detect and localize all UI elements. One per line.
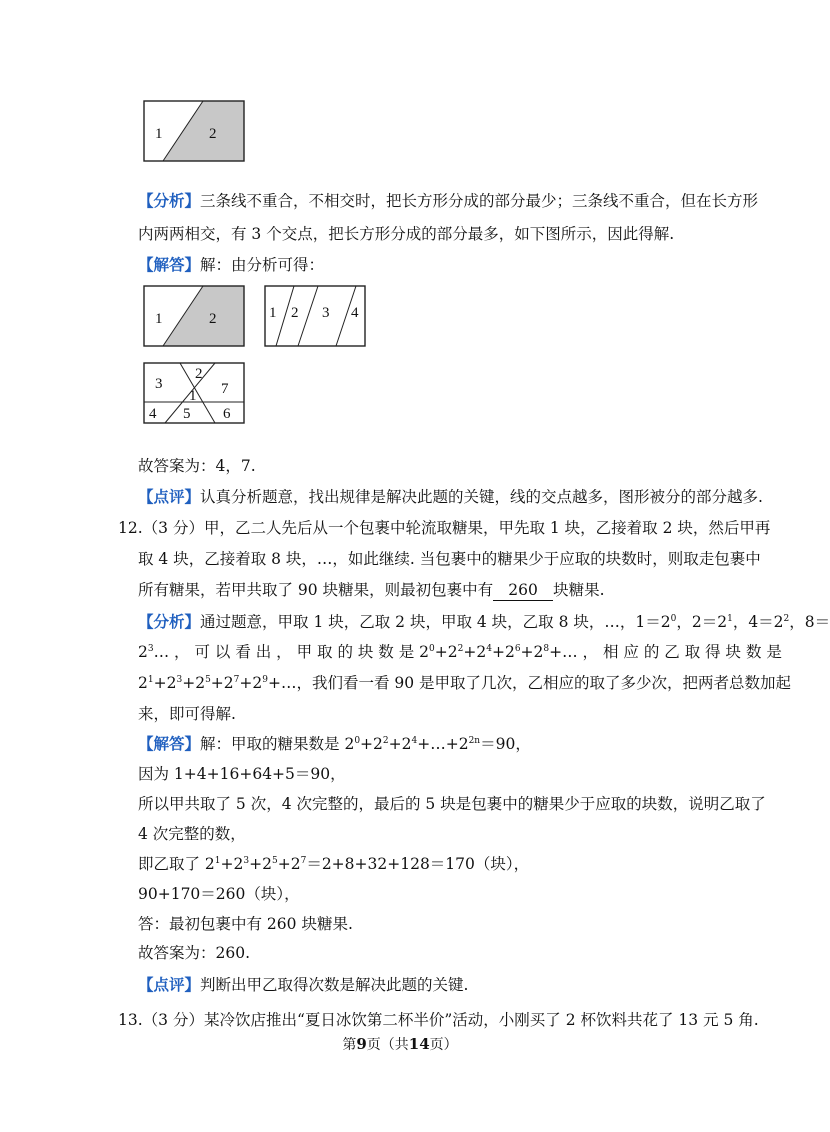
q12-solution-line-5: 即乙取了 $2^1+2^3+2^5+2^7=2+8+32+128=170$（块）， bbox=[138, 855, 530, 873]
svg-text:7: 7 bbox=[221, 381, 229, 397]
figure-seven-parts bbox=[143, 362, 245, 424]
svg-text:5: 5 bbox=[183, 406, 191, 422]
fig-label-2: 2 bbox=[209, 126, 217, 142]
svg-text:6: 6 bbox=[223, 406, 231, 422]
q11-answer: 故答案为：4，7. bbox=[138, 457, 256, 475]
q12-analysis-line-4: 来，即可得解. bbox=[138, 705, 236, 723]
comment-tag: 【点评】 bbox=[138, 487, 201, 506]
figure-two-parts-top bbox=[143, 100, 245, 162]
q12-solution-line-6: 90+170＝260（块）， bbox=[138, 885, 300, 903]
q12-comment: 【点评】判断出甲乙取得次数是解决此题的关键. bbox=[138, 975, 469, 994]
analysis-tag: 【分析】 bbox=[138, 191, 201, 210]
q11-analysis-line-1: 【分析】三条线不重合，不相交时，把长方形分成的部分最少；三条线不重合，但在长方形 bbox=[138, 191, 759, 210]
q12-stem-line-1: 12.（3 分）甲，乙二人先后从一个包裹中轮流取糖果，甲先取 1 块，乙接着取 2 块，然后甲再 bbox=[118, 519, 771, 537]
q11-solution-line-1: 【解答】解：由分析可得： bbox=[138, 255, 325, 274]
q11-analysis-line-2: 内两两相交，有 3 个交点，把长方形分成的部分最多，如下图所示，因此得解. bbox=[138, 225, 675, 243]
svg-text:3: 3 bbox=[155, 376, 163, 392]
solution-tag: 【解答】 bbox=[138, 255, 201, 274]
q12-solution-line-7: 答：最初包裹中有 260 块糖果. bbox=[138, 915, 353, 933]
q12-answer: 故答案为：260. bbox=[138, 944, 251, 962]
svg-text:1: 1 bbox=[269, 305, 277, 321]
figure-four-parts bbox=[264, 285, 366, 347]
page-footer: 第9页（共14页） bbox=[342, 1035, 458, 1053]
q12-analysis-line-2: $2^3\dots$ ， 可 以 看 出 ， 甲 取 的 块 数 是 $2^0+2^2+2^4+2^6+2^8+\dots$ ， 相 应 的 乙 取 得 块 数 是 bbox=[138, 643, 782, 661]
page-number: 9 bbox=[356, 1035, 367, 1053]
figure-two-parts bbox=[143, 285, 245, 347]
svg-text:1: 1 bbox=[155, 311, 163, 327]
q12-stem-line-2: 取 4 块，乙接着取 8 块，…，如此继续. 当包裹中的糖果少于应取的块数时，则取走包裹中 bbox=[138, 550, 761, 568]
answer-blank: 260 bbox=[493, 580, 553, 601]
svg-text:2: 2 bbox=[195, 366, 203, 382]
q12-solution-line-1: 【解答】解：甲取的糖果数是 $2^0+2^2+2^4+\dots+2^{2n}=90$， bbox=[138, 734, 531, 753]
q12-analysis-line-3: $2^1+2^3+2^5+2^7+2^9+\dots$，我们看一看 90 是甲取了几次，乙相应的取了多少次，把两者总数加起 bbox=[138, 674, 792, 692]
q13-stem-line-1: 13.（3 分）某冷饮店推出“夏日冰饮第二杯半价”活动，小刚买了 2 杯饮料共花了 13 元 5 角. bbox=[118, 1011, 759, 1029]
svg-text:4: 4 bbox=[149, 406, 157, 422]
svg-text:4: 4 bbox=[351, 305, 359, 321]
q12-stem-line-3: 所有糖果，若甲共取了 90 块糖果，则最初包裹中有 260 块糖果. bbox=[138, 581, 605, 599]
q12-solution-line-3: 所以甲共取了 5 次，4 次完整的，最后的 5 块是包裹中的糖果少于应取的块数，说明乙取了 bbox=[138, 795, 766, 813]
q12-solution-line-2: 因为 1+4+16+64+5＝90， bbox=[138, 765, 346, 783]
svg-text:1: 1 bbox=[189, 388, 197, 404]
svg-text:3: 3 bbox=[322, 305, 330, 321]
q12-solution-line-4: 4 次完整的数， bbox=[138, 825, 246, 843]
svg-text:2: 2 bbox=[291, 305, 299, 321]
q12-analysis-line-1: 【分析】通过题意，甲取 1 块，乙取 2 块，甲取 4 块，乙取 8 块，…，$1=2^0$，$2=2^1$，$4=2^2$，8＝ bbox=[138, 612, 830, 631]
svg-text:2: 2 bbox=[209, 311, 217, 327]
q11-comment: 【点评】认真分析题意，找出规律是解决此题的关键，线的交点越多，图形被分的部分越多. bbox=[138, 487, 763, 506]
fig-label-1: 1 bbox=[155, 126, 163, 142]
page-total: 14 bbox=[408, 1035, 430, 1053]
